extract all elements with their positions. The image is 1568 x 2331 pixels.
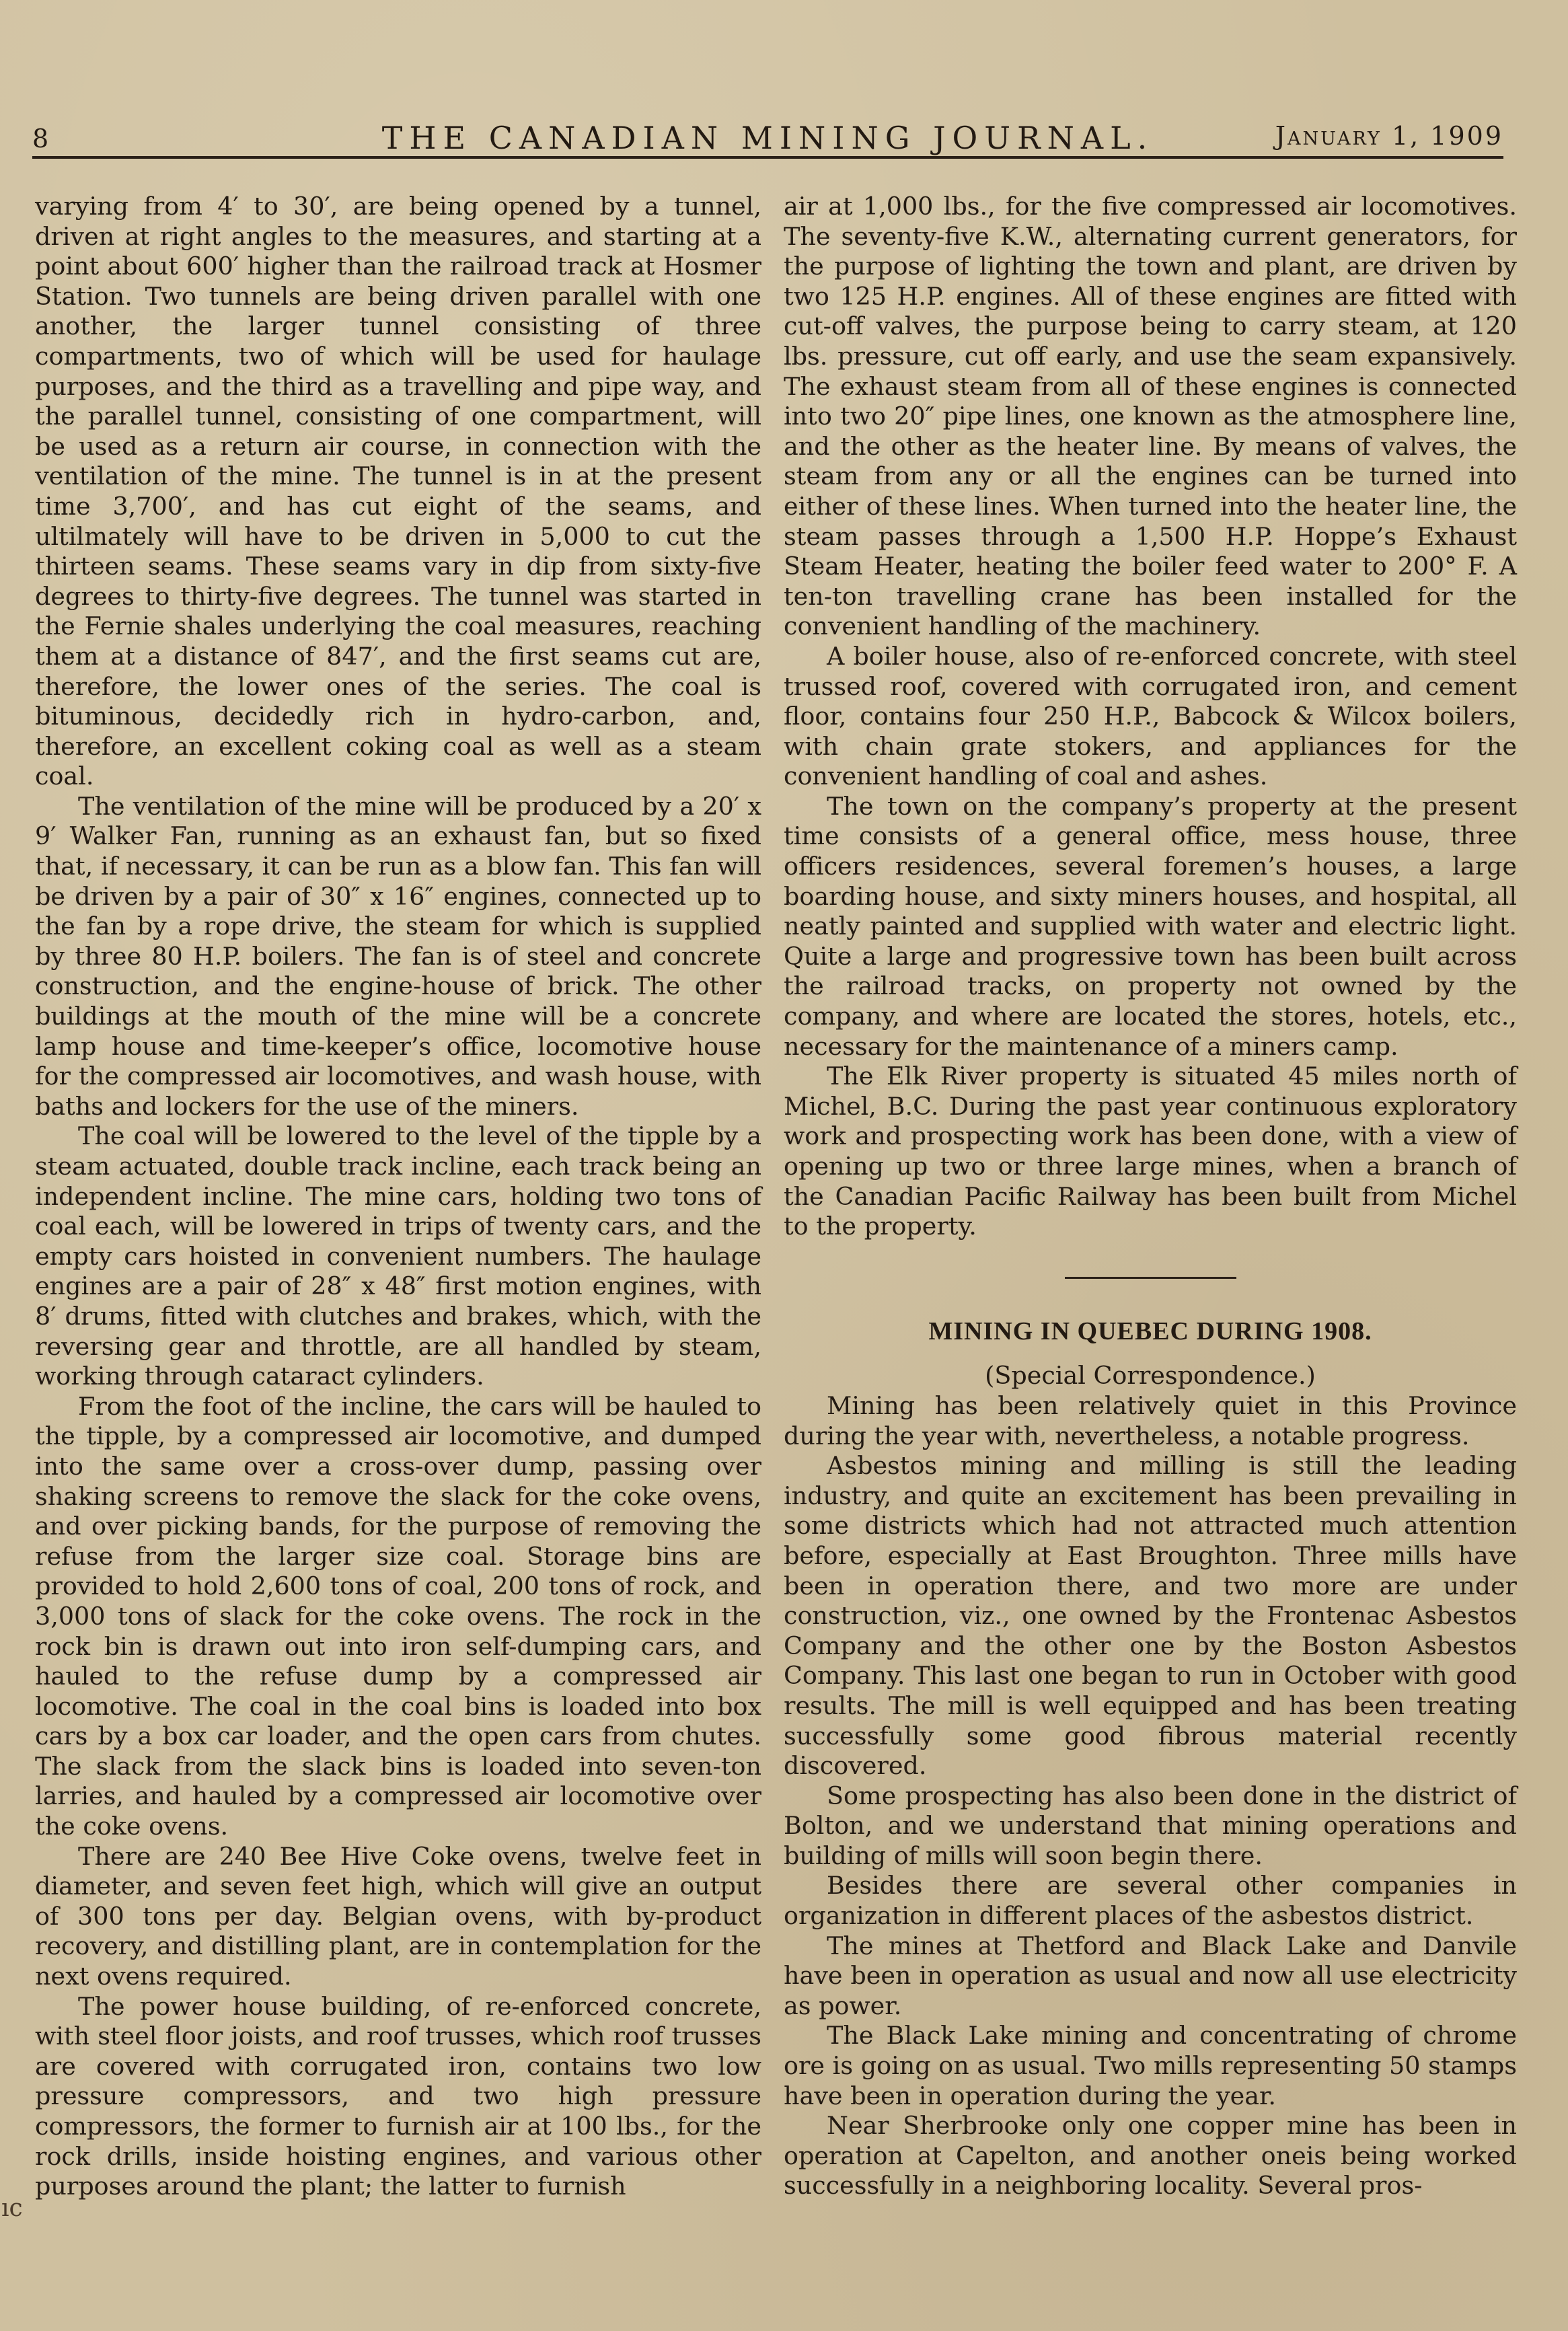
paragraph: varying from 4′ to 30′, are being opened by a tunnel, driven at right angles to the measures, and starting at a point about 600′ higher than the railroad track at Hosmer Station. Two tunnels are being driven parallel with one another, the larger tunnel consisting of three compartments, two of which will be used for haulage purposes, and the third as a travelling and pipe way, and the parallel tunnel, consisting of one compartment, will be used as a return air course, in connection with the ventilation of the mine. The tunnel is in at the present time 3,700′, and has cut eight of the seams, and ultilmately will have to be driven in 5,000 to cut the thirteen seams. These seams vary in dip from sixty-five degrees to thirty-five degrees. The tunnel was started in the Fernie shales underlying the coal measures, reaching them at a distance of 847′, and the first seams cut are, therefore, the lower ones of the series. The coal is bituminous, decidedly rich in hydro-carbon, and, therefore, an excellent coking coal as well as a steam coal. (35, 192, 761, 791)
right-column (784, 192, 1517, 2201)
paragraph: air at 1,000 lbs., for the five compressed air locomotives. The seventy-five K.W., alternating current generators, for the purpose of lighting the town and plant, are driven by two 125 H.P. engines. All of these engines are fitted with cut-off valves, the purpose being to carry steam, at 120 lbs. pressure, cut off early, and use the seam expansively. The exhaust steam from all of these engines is connected into two 20″ pipe lines, one known as the atmosphere line, and the other as the heater line. By means of valves, the steam from any or all the engines can be turned into either of these lines. When turned into the heater line, the steam passes through a 1,500 H.P. Hoppe’s Exhaust Steam Heater, heating the boiler feed water to 200° F. A ten-ton travelling crane has been installed for the convenient handling of the machinery. (784, 192, 1517, 641)
section-title: MINING IN QUEBEC DURING 1908. (928, 1317, 1372, 1345)
journal-title: THE CANADIAN MINING JOURNAL. (381, 120, 1154, 156)
paragraph: Near Sherbrooke only one copper mine has been in operation at Capelton, and another oneis being worked successfully in a neighboring locality. Several pros- (784, 2111, 1517, 2200)
page-number: 8 (32, 124, 49, 153)
left-column (35, 192, 761, 2202)
margin-mark: ıc (1, 2194, 23, 2222)
paragraph: The Black Lake mining and concentrating of chrome ore is going on as usual. Two mills representing 50 stamps have been in operation during the year. (784, 2021, 1517, 2110)
paragraph: The Elk River property is situated 45 miles north of Michel, B.C. During the past year continuous exploratory work and prospecting work has been done, with a view of opening up two or three large mines, when a branch of the Canadian Pacific Railway has been built from Michel to the property. (784, 1062, 1517, 1241)
paragraph: Asbestos mining and milling is still the leading industry, and quite an excitement has been prevailing in some districts which had not attracted much attention before, especially at East Broughton. Three mills have been in operation there, and two more are under construction, viz., one owned by the Frontenac Asbestos Company and the other one by the Boston Asbestos Company. This last one began to run in October with good results. The mill is well equipped and has been treating successfully some good fibrous material recently discovered. (784, 1451, 1517, 1781)
section-subtitle: (Special Correspondence.) (985, 1361, 1316, 1391)
paragraph: Mining has been relatively quiet in this Province during the year with, nevertheless, a notable progress. (784, 1391, 1517, 1450)
paragraph: The coal will be lowered to the level of the tipple by a steam actuated, double track incline, each track being an independent incline. The mine cars, holding two tons of coal each, will be lowered in trips of twenty cars, and the empty cars hoisted in convenient numbers. The haulage engines are a pair of 28″ x 48″ first motion engines, with 8′ drums, fitted with clutches and brakes, which, with the reversing gear and throttle, are all handled by steam, working through cataract cylinders. (35, 1121, 761, 1391)
paragraph: The town on the company’s property at the present time consists of a general office, mess house, three officers residences, several foremen’s houses, a large boarding house, and sixty miners houses, and hospital, all neatly painted and supplied with water and electric light. Quite a large and progressive town has been built across the railroad tracks, on property not owned by the company, and where are located the stores, hotels, etc., necessary for the maintenance of a miners camp. (784, 791, 1517, 1061)
paragraph: The mines at Thetford and Black Lake and Danvile have been in operation as usual and now all use electricity as power. (784, 1931, 1517, 2020)
section-divider (1065, 1277, 1236, 1279)
issue-date: January 1, 1909 (1275, 121, 1503, 151)
paragraph: The ventilation of the mine will be produced by a 20′ x 9′ Walker Fan, running as an exhaust fan, but so fixed that, if necessary, it can be run as a blow fan. This fan will be driven by a pair of 30″ x 16″ engines, connected up to the fan by a rope drive, the steam for which is supplied by three 80 H.P. boilers. The fan is of steel and concrete construction, and the engine-house of brick. The other buildings at the mouth of the mine will be a concrete lamp house and time-keeper’s office, locomotive house for the compressed air locomotives, and wash house, with baths and lockers for the use of the miners. (35, 791, 761, 1121)
paragraph: Besides there are several other companies in organization in different places of the asbestos district. (784, 1871, 1517, 1931)
paragraph: There are 240 Bee Hive Coke ovens, twelve feet in diameter, and seven feet high, which will give an output of 300 tons per day. Belgian ovens, with by-product recovery, and distilling plant, are in contemplation for the next ovens required. (35, 1841, 761, 1991)
paragraph: Some prospecting has also been done in the district of Bolton, and we understand that mining operations and building of mills will soon begin there. (784, 1781, 1517, 1870)
running-header (32, 113, 1503, 159)
paragraph: The power house building, of re-enforced concrete, with steel floor joists, and roof trusses, which roof trusses are covered with corrugated iron, contains two low pressure compressors, and two high pressure compressors, the former to furnish air at 100 lbs., for the rock drills, inside hoisting engines, and various other purposes around the plant; the latter to furnish (35, 1991, 761, 2201)
paragraph: A boiler house, also of re-enforced concrete, with steel trussed roof, covered with corrugated iron, and cement floor, contains four 250 H.P., Babcock & Wilcox boilers, with chain grate stokers, and appliances for the convenient handling of coal and ashes. (784, 641, 1517, 791)
paragraph: From the foot of the incline, the cars will be hauled to the tipple, by a compressed air locomotive, and dumped into the same over a cross-over dump, passing over shaking screens to remove the slack for the coke ovens, and over picking bands, for the purpose of removing the refuse from the larger size coal. Storage bins are provided to hold 2,600 tons of coal, 200 tons of rock, and 3,000 tons of slack for the coke ovens. The rock in the rock bin is drawn out into iron self-dumping cars, and hauled to the refuse dump by a compressed air locomotive. The coal in the coal bins is loaded into box cars by a box car loader, and the open cars from chutes. The slack from the slack bins is loaded into seven-ton larries, and hauled by a compressed air locomotive over the coke ovens. (35, 1391, 761, 1841)
